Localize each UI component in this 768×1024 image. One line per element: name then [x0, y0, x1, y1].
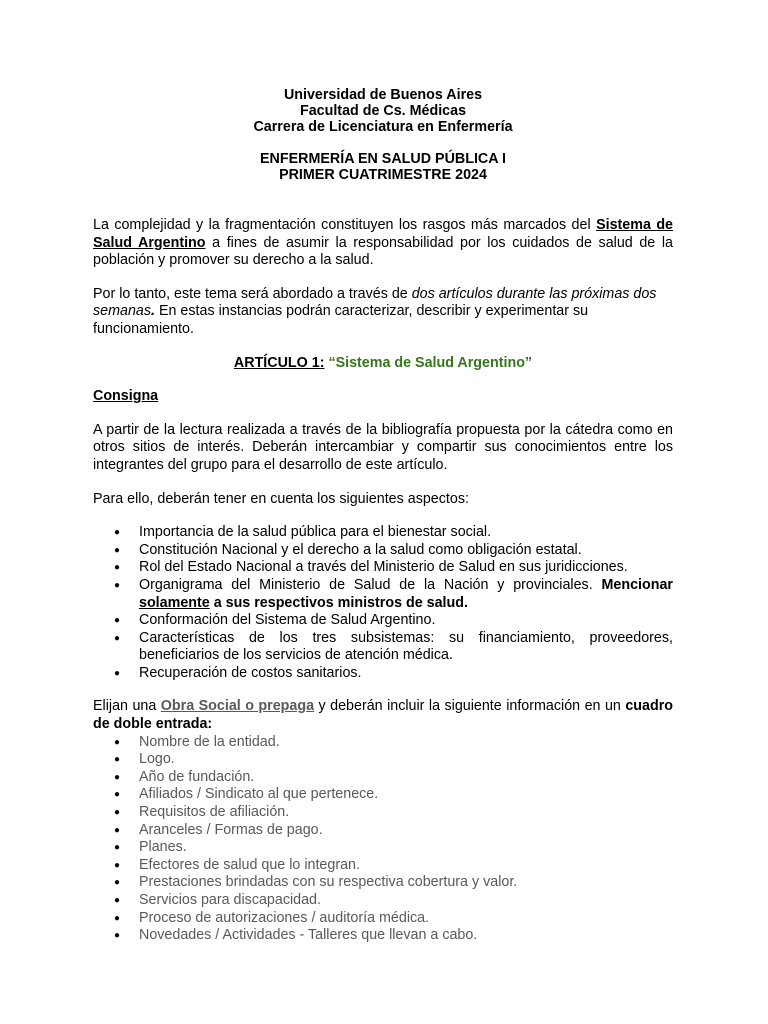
list-item: ● Planes.	[93, 839, 673, 857]
obra-paragraph	[93, 698, 673, 733]
list-item: ● Logo.	[93, 751, 673, 769]
course-title: ENFERMERÍA EN SALUD PÚBLICA I	[260, 151, 506, 167]
article-label: ARTÍCULO 1:	[233, 354, 325, 371]
list-item: ● Año de fundación.	[93, 769, 673, 787]
list-item: ● Novedades / Actividades - Talleres que llevan a cabo.	[93, 927, 673, 945]
cuadro-bold: cuadro de doble entrada:	[93, 698, 673, 733]
intro-paragraph-2	[93, 286, 673, 339]
highlight-sistema: Sistema de Salud Argentino	[93, 217, 674, 251]
article-title	[93, 355, 673, 373]
obra-social-link[interactable]: Obra Social o prepaga	[160, 698, 315, 715]
list-item: ● Importancia de la salud pública para el bienestar social.	[93, 524, 673, 542]
obra-text: y deberán incluir la siguiente información en un	[314, 698, 626, 715]
list-item: ● Aranceles / Formas de pago.	[93, 822, 673, 840]
list-item: ● Conformación del Sistema de Salud Argentino.	[93, 612, 673, 630]
list-item: ● Efectores de salud que lo integran.	[93, 857, 673, 875]
term-title: PRIMER CUATRIMESTRE 2024	[279, 167, 487, 183]
fields-list	[93, 734, 673, 945]
intro-text: Por lo tanto, este tema será abordado a través de	[93, 285, 412, 302]
consigna-heading: Consigna	[93, 388, 159, 405]
aspects-intro: Para ello, deberán tener en cuenta los siguientes aspectos:	[93, 490, 469, 507]
list-item: ● Requisitos de afiliación.	[93, 804, 673, 822]
intro-text: a fines de asumir la responsabilidad por los cuidados de salud de la población y promover su derecho a la salud.	[93, 234, 673, 269]
consigna-paragraph: A partir de la lectura realizada a través de la bibliografía propuesta por la cátedra como en otros sitios de interés. Deberán intercambiar y compartir sus conocimientos entre los integrantes del grupo para el desarrollo de este artículo.	[93, 421, 673, 473]
list-item: ● Rol del Estado Nacional a través del Ministerio de Salud en sus juridicciones.	[93, 559, 673, 577]
list-item-bold: a sus respectivos ministros de salud.	[209, 594, 468, 611]
faculty-name: Facultad de Cs. Médicas	[299, 103, 467, 119]
university-name: Universidad de Buenos Aires	[283, 87, 483, 103]
obra-text: Elijan una	[93, 698, 161, 715]
list-item	[93, 577, 673, 612]
list-item-bold-underline: solamente	[139, 594, 210, 611]
list-item-bold: Mencionar	[601, 576, 673, 593]
aspects-list	[93, 524, 673, 682]
course-header	[93, 151, 673, 183]
institution-header	[93, 87, 673, 135]
list-item-text: Organigrama del Ministerio de Salud de la Nación y provinciales.	[139, 576, 602, 593]
document-content	[93, 87, 673, 945]
list-item: ● Proceso de autorizaciones / auditoría médica.	[93, 910, 673, 928]
article-name: “Sistema de Salud Argentino”	[324, 354, 533, 371]
list-item: ● Características de los tres subsistemas: su financiamiento, proveedores, beneficiarios de los servicios de atención médica.	[93, 630, 673, 665]
list-item: ● Afiliados / Sindicato al que pertenece.	[93, 786, 673, 804]
career-name: Carrera de Licenciatura en Enfermería	[253, 119, 513, 135]
list-item: ● Prestaciones brindadas con su respectiva cobertura y valor.	[93, 874, 673, 892]
list-item: ● Nombre de la entidad.	[93, 734, 673, 752]
list-item: ● Constitución Nacional y el derecho a la salud como obligación estatal.	[93, 542, 673, 560]
bold-period: .	[151, 303, 155, 320]
intro-text: En estas instancias podrán caracterizar, describir y experimentar su funcionamiento.	[93, 303, 589, 337]
intro-paragraph-1	[93, 217, 673, 270]
intro-text: La complejidad y la fragmentación constituyen los rasgos más marcados del	[93, 217, 597, 233]
italic-articulos: dos artículos durante las próximas dos semanas	[93, 285, 657, 320]
list-item: ● Recuperación de costos sanitarios.	[93, 665, 673, 683]
list-item: ● Servicios para discapacidad.	[93, 892, 673, 910]
